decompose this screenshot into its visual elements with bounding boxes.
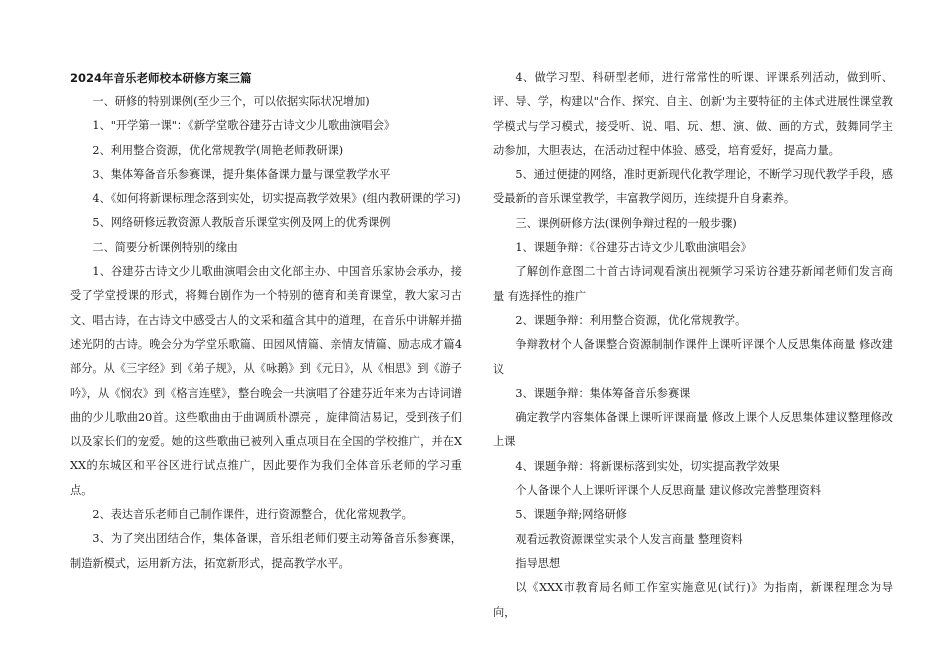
right-paragraph: 以《XXX市教育局名师工作室实施意见(试行)》为指南，新课程理念为导向， xyxy=(493,581,893,619)
left-paragraph: 二、简要分析课例特别的缘由 xyxy=(92,240,238,254)
right-paragraph: 3、课题争辩：集体筹备音乐参赛课 xyxy=(515,386,691,400)
right-column xyxy=(493,66,893,625)
document-title: 2024年音乐老师校本研修方案三篇 xyxy=(70,71,252,85)
left-paragraph: 3、为了突出团结合作，集体备课，音乐组老师们要主动筹备音乐参赛课，制造新模式，运用新方法，拓宽新形式，提高教学水平。 xyxy=(70,532,462,570)
right-paragraph: 指导思想 xyxy=(515,556,561,570)
left-paragraph: 2、利用整合资源，优化常规教学(周艳老师教研课) xyxy=(92,143,344,157)
left-paragraph: 4、《如何将新课标理念落到实处，切实提高教学效果》(组内教研课的学习) xyxy=(92,192,461,206)
left-paragraph: 5、网络研修远教资源人教版音乐课堂实例及网上的优秀课例 xyxy=(92,216,391,230)
left-paragraph: 1、"开学第一课"：《新学堂歌谷建芬古诗文少儿歌曲演唱会》 xyxy=(92,119,396,133)
left-column xyxy=(70,66,462,576)
right-paragraph: 5、通过便捷的网络，准时更新现代化教学理论，不断学习现代教学手段，感受最新的音乐课堂教学，丰富教学阅历，连续提升自身素养。 xyxy=(493,168,893,206)
right-paragraph: 观看远教资源课堂实录个人发言商量 整理资料 xyxy=(515,532,743,546)
left-paragraph: 3、集体筹备音乐参赛课，提升集体备课力量与课堂教学水平 xyxy=(92,167,391,181)
right-paragraph: 确定教学内容集体备课上课听评课商量 修改上课个人反思集体建议整理修改上课 xyxy=(493,411,893,449)
right-paragraph: 5、课题争辩;网络研修 xyxy=(515,508,627,522)
right-paragraph: 个人备课个人上课听评课个人反思商量 建议修改完善整理资料 xyxy=(515,484,822,498)
right-paragraph: 争辩教材个人备课整合资源制制作课件上课听评课个人反思集体商量 修改建议 xyxy=(493,338,893,376)
left-paragraph: 一、研修的特别课例(至少三个，可以依据实际状况增加) xyxy=(92,95,370,108)
right-paragraph: 4、做学习型、科研型老师，进行常常性的听课、评课系列活动，做到听、评、导、学，构建以"合作、探究、自主、创新'为主要特征的主体式进展性课堂教学模式与学习模式，接受听、说、唱、玩、想、演、做、画的方式，鼓舞同学主动参加，大胆表达，在活动过程中体验、感受，培育爱好，提高力量。 xyxy=(493,71,893,157)
right-paragraph: 了解创作意图二十首古诗词观看演出视频学习采访谷建芬新闻老师们发言商量 有选择性的推广 xyxy=(493,265,893,303)
left-paragraph: 2、表达音乐老师自己制作课件，进行资源整合，优化常规教学。 xyxy=(92,508,413,522)
right-paragraph: 2、课题争辩：利用整合资源，优化常规教学。 xyxy=(515,313,747,327)
right-paragraph: 4、课题争辩：将新课标落到实处，切实提高教学效果 xyxy=(515,459,780,473)
right-paragraph: 三、课例研修方法(课例争辩过程的一般步骤) xyxy=(515,216,737,230)
left-paragraph: 1、谷建芬古诗文少儿歌曲演唱会由文化部主办、中国音乐家协会承办，接受了学堂授课的形式，将舞台剧作为一个特别的德育和美育课堂，教大家习古文、唱古诗，在古诗文中感受古人的文采和蕴含其中的道理，在音乐中讲解并描述光阴的古诗。晚会分为学堂乐歌篇、田园风情篇、亲情友情篇、励志成才篇4部分。从《三字经》到《弟子规》，从《咏鹅》到《元日》，从《相思》到《游子吟》，从《悯农》到《格言连壁》，整台晚会一共演唱了谷建芬近年来为古诗词谱曲的少儿歌曲20首。这些歌曲由于曲调质朴漂亮 ，旋律简洁易记，受到孩子们以及家长们的宠爱。她的这些歌曲已被列入重点项目在全国的学校推广，并在XXX的东城区和平谷区进行试点推广，因此要作为我们全体音乐老师的学习重点。 xyxy=(70,265,462,497)
right-paragraph: 1、课题争辩：《谷建芬古诗文少儿歌曲演唱会》 xyxy=(515,241,752,255)
